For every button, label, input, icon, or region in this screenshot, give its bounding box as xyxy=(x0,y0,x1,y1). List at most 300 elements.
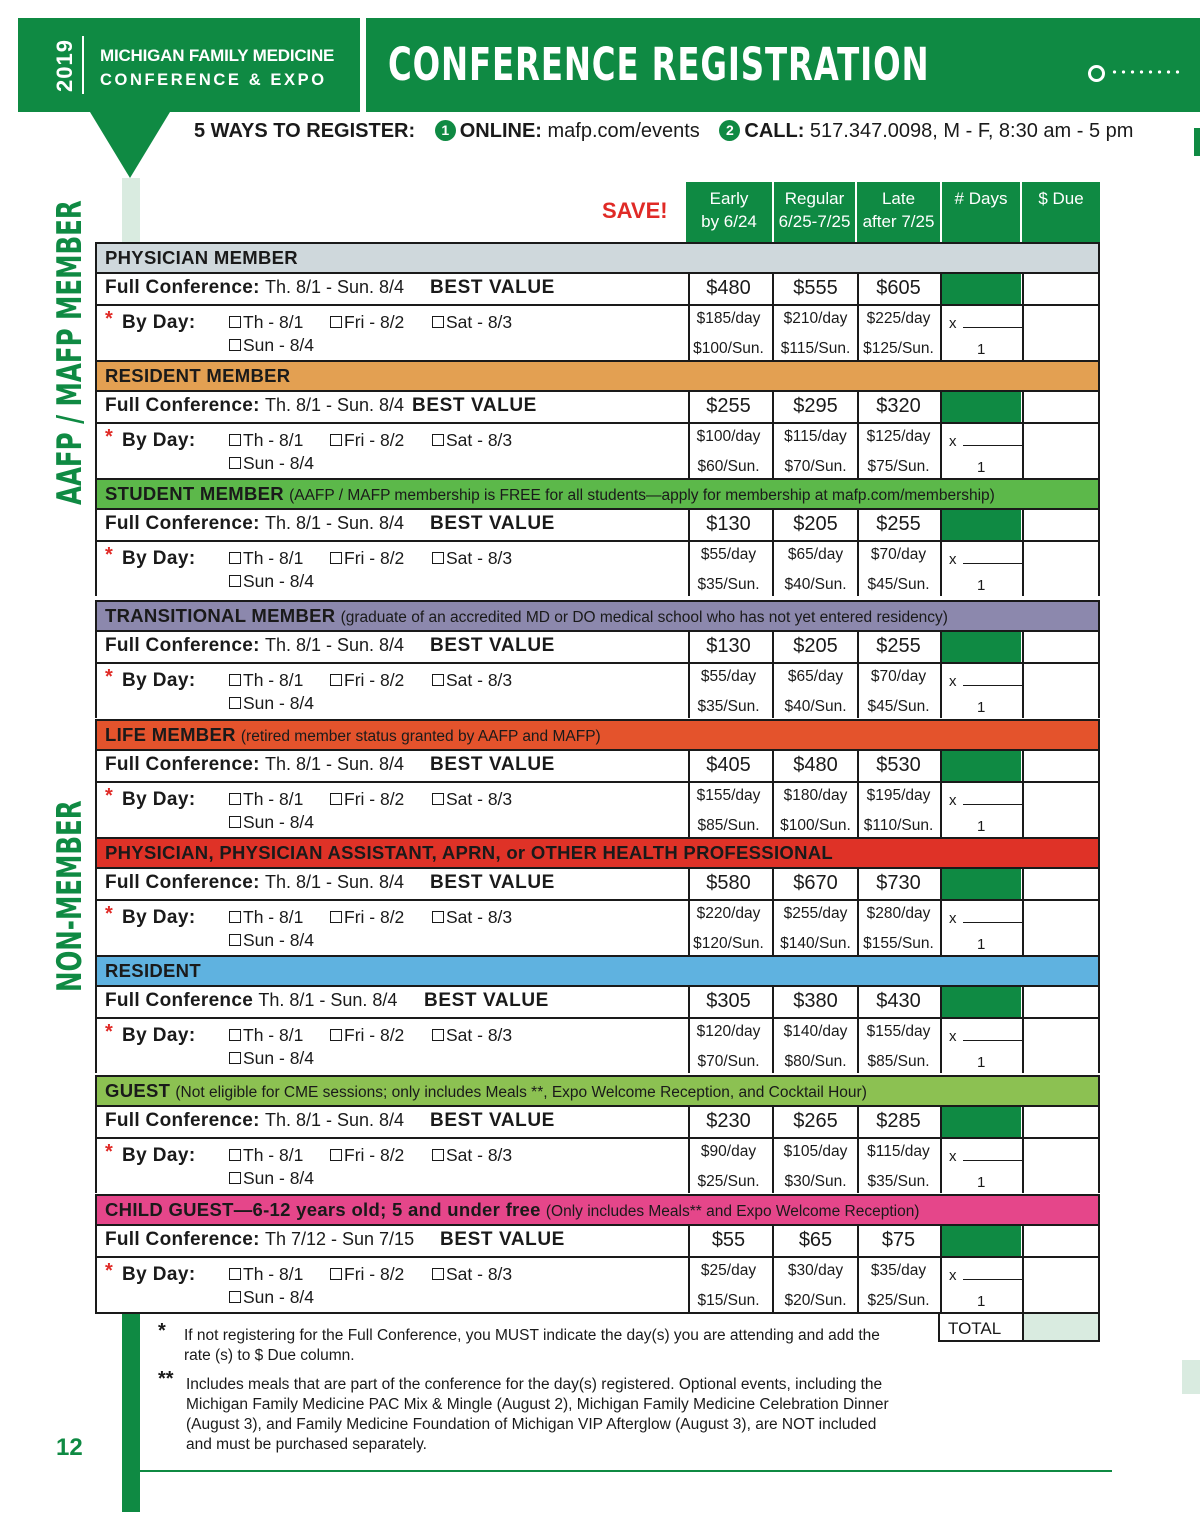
days-disabled-cell xyxy=(942,1107,1021,1137)
col-header-regular: Regular 6/25-7/25 xyxy=(774,182,855,242)
pricing-section xyxy=(95,1224,1100,1314)
days-count-field[interactable]: x xyxy=(949,670,1023,690)
full-conference-label: Full Conference: Th. 8/1 - Sun. 8/4 xyxy=(105,395,405,416)
per-day-price: $25/day xyxy=(700,1262,757,1279)
checkbox-icon[interactable] xyxy=(229,674,241,686)
number-1-icon: 1 xyxy=(435,120,456,141)
full-conference-label: Full Conference: Th. 8/1 - Sun. 8/4 xyxy=(105,277,405,298)
day-checkbox[interactable]: Th - 8/1 xyxy=(229,1145,303,1166)
best-value-label: BEST VALUE xyxy=(430,513,555,534)
days-disabled-cell xyxy=(942,869,1021,899)
sunday-count: 1 xyxy=(977,1293,986,1310)
day-checkbox[interactable]: Fri - 8/2 xyxy=(330,430,404,451)
bottom-rule xyxy=(140,1470,1112,1472)
day-checkbox[interactable]: Th - 8/1 xyxy=(229,312,303,333)
checkbox-icon[interactable] xyxy=(330,911,342,923)
full-price: $320 xyxy=(876,395,921,417)
right-edge-tab xyxy=(1194,128,1200,156)
day-checkbox[interactable]: Sun - 8/4 xyxy=(229,335,314,356)
full-price: $255 xyxy=(876,635,921,657)
checkbox-icon[interactable] xyxy=(229,1052,241,1064)
category-name: STUDENT MEMBER xyxy=(105,483,284,504)
sunday-price: $70/Sun. xyxy=(784,458,847,475)
full-price: $670 xyxy=(793,872,838,894)
category-note: (graduate of an accredited MD or DO medical school who has not yet entered residency) xyxy=(340,609,948,626)
days-disabled-cell xyxy=(942,392,1021,422)
row-divider xyxy=(97,304,1098,306)
sunday-price: $140/Sun. xyxy=(780,935,851,952)
days-disabled-cell xyxy=(942,274,1021,304)
per-day-price: $55/day xyxy=(700,668,757,685)
footnote-2-mark: ** xyxy=(158,1368,174,1390)
day-checkbox[interactable]: Sat - 8/3 xyxy=(432,548,512,569)
day-checkbox[interactable]: Fri - 8/2 xyxy=(330,548,404,569)
header-year: 2019 xyxy=(52,39,77,92)
full-price: $405 xyxy=(706,754,751,776)
checkbox-icon[interactable] xyxy=(229,339,241,351)
day-checkbox[interactable]: Sat - 8/3 xyxy=(432,1145,512,1166)
sunday-price: $40/Sun. xyxy=(784,698,847,715)
best-value-label: BEST VALUE xyxy=(430,872,555,893)
full-price: $75 xyxy=(881,1229,916,1251)
checkbox-icon[interactable] xyxy=(229,1172,241,1184)
per-day-price: $105/day xyxy=(783,1143,848,1160)
total-label: TOTAL xyxy=(948,1319,1002,1338)
best-value-label: BEST VALUE xyxy=(412,395,537,416)
day-checkbox[interactable]: Sun - 8/4 xyxy=(229,571,314,592)
day-checkbox[interactable]: Fri - 8/2 xyxy=(330,1264,404,1285)
full-price: $480 xyxy=(706,277,751,299)
online-label: ONLINE: xyxy=(459,120,542,142)
days-disabled-cell xyxy=(942,751,1021,781)
per-day-price: $140/day xyxy=(783,1023,848,1040)
checkbox-icon[interactable] xyxy=(330,552,342,564)
required-star: * xyxy=(105,426,113,448)
category-header xyxy=(95,719,1100,749)
row-divider xyxy=(97,1137,1098,1139)
sunday-price: $60/Sun. xyxy=(697,458,760,475)
per-day-price: $185/day xyxy=(696,310,761,327)
save-label: SAVE! xyxy=(602,198,668,223)
sunday-price: $25/Sun. xyxy=(697,1173,760,1190)
by-day-label: By Day: xyxy=(122,548,196,569)
checkbox-icon[interactable] xyxy=(229,434,241,446)
sunday-price: $85/Sun. xyxy=(697,817,760,834)
checkbox-icon[interactable] xyxy=(432,1268,444,1280)
checkbox-icon[interactable] xyxy=(432,793,444,805)
sunday-count: 1 xyxy=(977,818,986,835)
per-day-price: $155/day xyxy=(696,787,761,804)
checkbox-icon[interactable] xyxy=(432,316,444,328)
category-note: (AAFP / MAFP membership is FREE for all students—apply for membership at mafp.com/membership) xyxy=(289,487,995,504)
best-value-label: BEST VALUE xyxy=(430,754,555,775)
by-day-label: By Day: xyxy=(122,312,196,333)
column-divider xyxy=(940,510,942,596)
sunday-price: $80/Sun. xyxy=(784,1053,847,1070)
sunday-price: $70/Sun. xyxy=(697,1053,760,1070)
header-org-line2: CONFERENCE & EXPO xyxy=(100,71,327,89)
page-title: CONFERENCE REGISTRATION xyxy=(388,38,930,91)
day-checkbox[interactable]: Fri - 8/2 xyxy=(330,670,404,691)
full-price: $130 xyxy=(706,513,751,535)
day-checkbox[interactable]: Sat - 8/3 xyxy=(432,670,512,691)
row-divider xyxy=(97,1017,1098,1019)
full-conference-label: Full Conference: Th 7/12 - Sun 7/15 xyxy=(105,1229,415,1250)
per-day-price: $90/day xyxy=(700,1143,757,1160)
sunday-price: $15/Sun. xyxy=(697,1292,760,1309)
required-star: * xyxy=(105,903,113,925)
checkbox-icon[interactable] xyxy=(330,674,342,686)
day-checkbox[interactable]: Sat - 8/3 xyxy=(432,1264,512,1285)
footnote-1-mark: * xyxy=(158,1320,166,1342)
pricing-section xyxy=(95,749,1100,837)
column-divider xyxy=(940,751,942,837)
total-amount-field[interactable] xyxy=(1022,1314,1098,1340)
per-day-price: $120/day xyxy=(696,1023,761,1040)
checkbox-icon[interactable] xyxy=(432,552,444,564)
category-header xyxy=(95,600,1100,630)
column-divider xyxy=(940,869,942,955)
day-checkbox[interactable]: Sun - 8/4 xyxy=(229,930,314,951)
pricing-section xyxy=(95,508,1100,596)
pricing-section xyxy=(95,630,1100,718)
day-checkbox[interactable]: Th - 8/1 xyxy=(229,789,303,810)
category-name: CHILD GUEST—6-12 years old; 5 and under free xyxy=(105,1199,541,1220)
full-conference-label: Full Conference: Th. 8/1 - Sun. 8/4 xyxy=(105,872,405,893)
per-day-price: $155/day xyxy=(866,1023,931,1040)
col-header-days: # Days xyxy=(942,182,1020,242)
category-name: PHYSICIAN, PHYSICIAN ASSISTANT, APRN, or OTHER HEALTH PROFESSIONAL xyxy=(105,842,833,863)
day-checkbox[interactable]: Sun - 8/4 xyxy=(229,1168,314,1189)
days-count-field[interactable]: x xyxy=(949,1025,1023,1045)
full-conference-label: Full Conference: Th. 8/1 - Sun. 8/4 xyxy=(105,635,405,656)
full-price: $605 xyxy=(876,277,921,299)
row-divider xyxy=(97,1256,1098,1258)
category-note: (Only includes Meals** and Expo Welcome Reception) xyxy=(545,1203,920,1220)
category-header xyxy=(95,1075,1100,1105)
sunday-price: $115/Sun. xyxy=(780,340,851,357)
best-value-label: BEST VALUE xyxy=(440,1229,565,1250)
checkbox-icon[interactable] xyxy=(229,697,241,709)
day-checkbox[interactable]: Th - 8/1 xyxy=(229,1264,303,1285)
page-number: 12 xyxy=(56,1434,83,1461)
sunday-price: $100/Sun. xyxy=(780,817,851,834)
by-day-label: By Day: xyxy=(122,1025,196,1046)
per-day-price: $180/day xyxy=(783,787,848,804)
total-box xyxy=(938,1312,1100,1342)
member-side-label: AAFP / MAFP MEMBER xyxy=(50,200,90,505)
category-name: TRANSITIONAL MEMBER xyxy=(105,605,336,626)
full-price: $65 xyxy=(798,1229,833,1251)
day-checkbox[interactable]: Sun - 8/4 xyxy=(229,1287,314,1308)
best-value-label: BEST VALUE xyxy=(424,990,549,1011)
per-day-price: $210/day xyxy=(783,310,848,327)
pricing-section xyxy=(95,985,1100,1073)
checkbox-icon[interactable] xyxy=(432,911,444,923)
sunday-price: $30/Sun. xyxy=(784,1173,847,1190)
online-link[interactable]: mafp.com/events xyxy=(547,120,700,142)
per-day-price: $65/day xyxy=(787,668,844,685)
category-name: GUEST xyxy=(105,1080,171,1101)
ways-lead: 5 WAYS TO REGISTER: xyxy=(194,120,416,142)
side-stripe-light xyxy=(122,178,140,242)
full-price: $480 xyxy=(793,754,838,776)
by-day-label: By Day: xyxy=(122,670,196,691)
checkbox-icon[interactable] xyxy=(229,457,241,469)
full-price: $230 xyxy=(706,1110,751,1132)
full-price: $295 xyxy=(793,395,838,417)
per-day-price: $220/day xyxy=(696,905,761,922)
best-value-label: BEST VALUE xyxy=(430,635,555,656)
sunday-price: $35/Sun. xyxy=(697,576,760,593)
row-divider xyxy=(97,899,1098,901)
checkbox-icon[interactable] xyxy=(330,1268,342,1280)
day-checkbox[interactable]: Th - 8/1 xyxy=(229,430,303,451)
full-conference-label: Full Conference Th. 8/1 - Sun. 8/4 xyxy=(105,990,398,1011)
category-note: (retired member status granted by AAFP and MAFP) xyxy=(240,728,601,745)
footnote-2-text: Includes meals that are part of the conference for the day(s) registered. Optional events, including the Michigan Family Medicine PAC Mix & Mingle (August 2), Michigan Family Medicine Celebration Dinner (August 3), and Family Medicine Foundation of Michigan VIP Afterglow (August 3), are NOT included and must be purchased separately. xyxy=(186,1376,889,1453)
by-day-label: By Day: xyxy=(122,1145,196,1166)
per-day-price: $55/day xyxy=(700,546,757,563)
row-divider xyxy=(97,422,1098,424)
sunday-price: $120/Sun. xyxy=(693,935,764,952)
full-price: $255 xyxy=(876,513,921,535)
checkbox-icon[interactable] xyxy=(432,1149,444,1161)
day-checkbox[interactable]: Sun - 8/4 xyxy=(229,812,314,833)
by-day-label: By Day: xyxy=(122,907,196,928)
full-price: $255 xyxy=(706,395,751,417)
checkbox-icon[interactable] xyxy=(229,911,241,923)
full-conference-label: Full Conference: Th. 8/1 - Sun. 8/4 xyxy=(105,513,405,534)
days-count-field[interactable]: x xyxy=(949,1264,1023,1284)
sunday-price: $25/Sun. xyxy=(867,1292,930,1309)
full-price: $205 xyxy=(793,513,838,535)
sunday-price: $45/Sun. xyxy=(867,698,930,715)
side-stripe-dark xyxy=(122,1312,140,1512)
nonmember-side-label: NON-MEMBER xyxy=(50,800,90,992)
category-note: (Not eligible for CME sessions; only includes Meals **, Expo Welcome Reception, and Cocktail Hour) xyxy=(175,1084,867,1101)
number-2-icon: 2 xyxy=(719,120,740,141)
sunday-price: $35/Sun. xyxy=(867,1173,930,1190)
call-label: CALL: xyxy=(744,120,805,142)
header-org-line1: MICHIGAN FAMILY MEDICINE xyxy=(100,46,335,65)
per-day-price: $115/day xyxy=(867,1143,930,1160)
days-count-field[interactable]: x xyxy=(949,312,1023,332)
sunday-price: $40/Sun. xyxy=(784,576,847,593)
sunday-price: $20/Sun. xyxy=(784,1292,847,1309)
col-header-due: $ Due xyxy=(1022,182,1100,242)
checkbox-icon[interactable] xyxy=(432,674,444,686)
right-edge-tab-light xyxy=(1182,1360,1200,1394)
column-divider xyxy=(940,392,942,478)
category-name: RESIDENT MEMBER xyxy=(105,365,291,386)
days-disabled-cell xyxy=(942,632,1021,662)
full-price: $55 xyxy=(711,1229,746,1251)
column-divider xyxy=(940,632,942,718)
day-checkbox[interactable]: Sat - 8/3 xyxy=(432,1025,512,1046)
day-checkbox[interactable]: Th - 8/1 xyxy=(229,548,303,569)
day-checkbox[interactable]: Sat - 8/3 xyxy=(432,907,512,928)
category-header xyxy=(95,1194,1100,1224)
checkbox-icon[interactable] xyxy=(330,316,342,328)
best-value-label: BEST VALUE xyxy=(430,277,555,298)
per-day-price: $195/day xyxy=(866,787,931,804)
sunday-price: $35/Sun. xyxy=(697,698,760,715)
category-name: LIFE MEMBER xyxy=(105,724,236,745)
day-checkbox[interactable]: Th - 8/1 xyxy=(229,670,303,691)
category-header xyxy=(95,360,1100,390)
category-name: RESIDENT xyxy=(105,960,201,981)
per-day-price: $30/day xyxy=(787,1262,844,1279)
days-count-field[interactable]: x xyxy=(949,907,1023,927)
required-star: * xyxy=(105,1021,113,1043)
day-checkbox[interactable]: Sun - 8/4 xyxy=(229,1048,314,1069)
full-price: $530 xyxy=(876,754,921,776)
by-day-label: By Day: xyxy=(122,430,196,451)
column-divider xyxy=(940,274,942,360)
day-checkbox[interactable]: Sat - 8/3 xyxy=(432,789,512,810)
category-header xyxy=(95,242,1100,272)
full-price: $730 xyxy=(876,872,921,894)
checkbox-icon[interactable] xyxy=(229,934,241,946)
checkbox-icon[interactable] xyxy=(330,1029,342,1041)
days-count-field[interactable]: x xyxy=(949,789,1023,809)
sunday-count: 1 xyxy=(977,1054,986,1071)
day-checkbox[interactable]: Th - 8/1 xyxy=(229,1025,303,1046)
per-day-price: $100/day xyxy=(696,428,761,445)
per-day-price: $70/day xyxy=(870,546,927,563)
days-disabled-cell xyxy=(942,1226,1021,1256)
full-price: $130 xyxy=(706,635,751,657)
day-checkbox[interactable]: Sun - 8/4 xyxy=(229,453,314,474)
checkbox-icon[interactable] xyxy=(330,793,342,805)
best-value-label: BEST VALUE xyxy=(430,1110,555,1131)
category-header xyxy=(95,478,1100,508)
call-value: 517.347.0098, M - F, 8:30 am - 5 pm xyxy=(809,120,1134,142)
day-checkbox[interactable]: Fri - 8/2 xyxy=(330,312,404,333)
col-header-late: Late after 7/25 xyxy=(857,182,940,242)
per-day-price: $125/day xyxy=(866,428,931,445)
full-price: $580 xyxy=(706,872,751,894)
checkbox-icon[interactable] xyxy=(229,1268,241,1280)
checkbox-icon[interactable] xyxy=(229,552,241,564)
by-day-label: By Day: xyxy=(122,789,196,810)
column-divider xyxy=(940,1107,942,1193)
day-checkbox[interactable]: Sat - 8/3 xyxy=(432,430,512,451)
footnote-1-text: If not registering for the Full Conference, you MUST indicate the day(s) you are attending and add the rate (s) to $ Due column. xyxy=(184,1327,880,1364)
checkbox-icon[interactable] xyxy=(229,1149,241,1161)
checkbox-icon[interactable] xyxy=(229,316,241,328)
category-header xyxy=(95,837,1100,867)
pricing-section xyxy=(95,272,1100,360)
sunday-price: $85/Sun. xyxy=(867,1053,930,1070)
required-star: * xyxy=(105,1260,113,1282)
required-star: * xyxy=(105,1141,113,1163)
sunday-price: $100/Sun. xyxy=(693,340,764,357)
sunday-count: 1 xyxy=(977,1174,986,1191)
sunday-count: 1 xyxy=(977,936,986,953)
checkbox-icon[interactable] xyxy=(432,434,444,446)
pricing-section xyxy=(95,390,1100,478)
sunday-price: $75/Sun. xyxy=(867,458,930,475)
required-star: * xyxy=(105,308,113,330)
day-checkbox[interactable]: Fri - 8/2 xyxy=(330,1025,404,1046)
pricing-section xyxy=(95,1105,1100,1193)
days-count-field[interactable]: x xyxy=(949,1145,1023,1165)
checkbox-icon[interactable] xyxy=(432,1029,444,1041)
checkbox-icon[interactable] xyxy=(229,1291,241,1303)
days-count-field[interactable]: x xyxy=(949,548,1023,568)
full-price: $380 xyxy=(793,990,838,1012)
full-price: $265 xyxy=(793,1110,838,1132)
full-price: $285 xyxy=(876,1110,921,1132)
category-name: PHYSICIAN MEMBER xyxy=(105,247,298,268)
full-conference-label: Full Conference: Th. 8/1 - Sun. 8/4 xyxy=(105,754,405,775)
days-count-field[interactable]: x xyxy=(949,430,1023,450)
pricing-section xyxy=(95,867,1100,955)
checkbox-icon[interactable] xyxy=(229,816,241,828)
dots-decoration xyxy=(1110,70,1182,74)
sunday-count: 1 xyxy=(977,341,986,358)
header-pointer-shape xyxy=(90,112,170,178)
checkbox-icon[interactable] xyxy=(229,793,241,805)
day-checkbox[interactable]: Sun - 8/4 xyxy=(229,693,314,714)
sunday-count: 1 xyxy=(977,459,986,476)
sunday-count: 1 xyxy=(977,577,986,594)
days-disabled-cell xyxy=(942,510,1021,540)
checkbox-icon[interactable] xyxy=(229,575,241,587)
col-header-early: Early by 6/24 xyxy=(686,182,772,242)
days-disabled-cell xyxy=(942,987,1021,1017)
day-checkbox[interactable]: Sat - 8/3 xyxy=(432,312,512,333)
checkbox-icon[interactable] xyxy=(330,1149,342,1161)
sunday-price: $125/Sun. xyxy=(863,340,934,357)
ways-to-register xyxy=(194,120,1133,143)
full-price: $305 xyxy=(706,990,751,1012)
circle-icon xyxy=(1088,65,1105,82)
full-price: $205 xyxy=(793,635,838,657)
required-star: * xyxy=(105,544,113,566)
row-divider xyxy=(97,540,1098,542)
checkbox-icon[interactable] xyxy=(330,434,342,446)
day-checkbox[interactable]: Fri - 8/2 xyxy=(330,907,404,928)
day-checkbox[interactable]: Fri - 8/2 xyxy=(330,789,404,810)
per-day-price: $35/day xyxy=(870,1262,927,1279)
required-star: * xyxy=(105,785,113,807)
full-price: $430 xyxy=(876,990,921,1012)
column-divider xyxy=(940,1226,942,1312)
full-price: $555 xyxy=(793,277,838,299)
per-day-price: $70/day xyxy=(870,668,927,685)
full-conference-label: Full Conference: Th. 8/1 - Sun. 8/4 xyxy=(105,1110,405,1131)
sunday-price: $110/Sun. xyxy=(863,817,934,834)
day-checkbox[interactable]: Fri - 8/2 xyxy=(330,1145,404,1166)
required-star: * xyxy=(105,666,113,688)
per-day-price: $280/day xyxy=(866,905,931,922)
checkbox-icon[interactable] xyxy=(229,1029,241,1041)
row-divider xyxy=(97,781,1098,783)
column-divider xyxy=(940,987,942,1073)
day-checkbox[interactable]: Th - 8/1 xyxy=(229,907,303,928)
sunday-count: 1 xyxy=(977,699,986,716)
per-day-price: $255/day xyxy=(783,905,848,922)
per-day-price: $65/day xyxy=(787,546,844,563)
per-day-price: $225/day xyxy=(866,310,931,327)
row-divider xyxy=(97,662,1098,664)
per-day-price: $115/day xyxy=(784,428,847,445)
category-header xyxy=(95,955,1100,985)
sunday-price: $45/Sun. xyxy=(867,576,930,593)
